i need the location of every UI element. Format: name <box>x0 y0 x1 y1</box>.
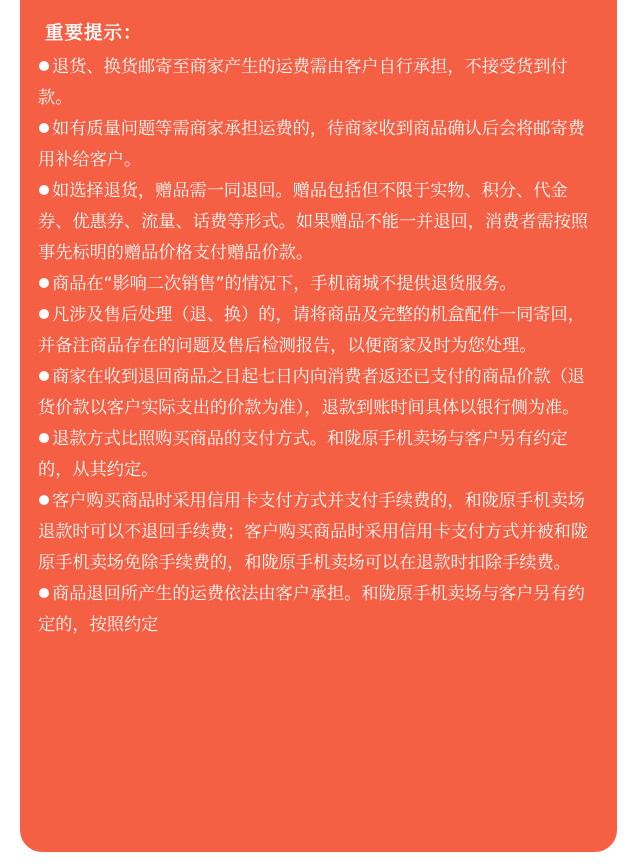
notice-item-text: 如有质量问题等需商家承担运费的，待商家收到商品确认后会将邮寄费用补给客户。 <box>38 119 585 170</box>
notice-item <box>38 362 601 424</box>
notice-item-text: 退款方式比照购买商品的支付方式。和陇原手机卖场与客户另有约定的，从其约定。 <box>38 429 568 480</box>
notice-item-text: 商家在收到退回商品之日起七日内向消费者返还已支付的商品价款（退货价款以客户实际支出的价款为准），退款到账时间具体以银行侧为准。 <box>38 367 585 418</box>
notice-item-text: 凡涉及售后处理（退、换）的，请将商品及完整的机盒配件一同寄回，并备注商品存在的问题及售后检测报告，以便商家及时为您处理。 <box>38 305 585 356</box>
bullet-icon <box>39 495 49 505</box>
bullet-icon <box>39 278 49 288</box>
notice-item-text: 退货、换货邮寄至商家产生的运费需由客户自行承担，不接受货到付款。 <box>38 57 568 108</box>
notice-item <box>38 52 601 114</box>
bullet-icon <box>39 309 49 319</box>
notice-item <box>38 176 601 269</box>
notice-panel <box>20 0 617 852</box>
notice-item-text: 商品退回所产生的运费依法由客户承担。和陇原手机卖场与客户另有约定的，按照约定 <box>38 584 585 635</box>
bullet-icon <box>39 185 49 195</box>
notice-item-text: 如选择退货，赠品需一同退回。赠品包括但不限于实物、积分、代金券、优惠券、流量、话费等形式。如果赠品不能一并退回，消费者需按照事先标明的赠品价格支付赠品价款。 <box>38 181 589 263</box>
notice-item <box>38 486 601 579</box>
notice-item <box>38 300 601 362</box>
notice-item <box>38 579 601 641</box>
notice-item <box>38 424 601 486</box>
notice-item <box>38 269 601 300</box>
notice-list <box>38 52 601 641</box>
notice-item-text: 客户购买商品时采用信用卡支付方式并支付手续费的，和陇原手机卖场退款时可以不退回手续费；客户购买商品时采用信用卡支付方式并被和陇原手机卖场免除手续费的，和陇原手机卖场可以在退款时扣除手续费。 <box>38 491 589 573</box>
bullet-icon <box>39 588 49 598</box>
bullet-icon <box>39 433 49 443</box>
notice-item-text: 商品在“影响二次销售”的情况下，手机商城不提供退货服务。 <box>52 274 517 294</box>
notice-title: 重要提示： <box>45 23 143 44</box>
bullet-icon <box>39 61 49 71</box>
bullet-icon <box>39 123 49 133</box>
bullet-icon <box>39 371 49 381</box>
notice-item <box>38 114 601 176</box>
